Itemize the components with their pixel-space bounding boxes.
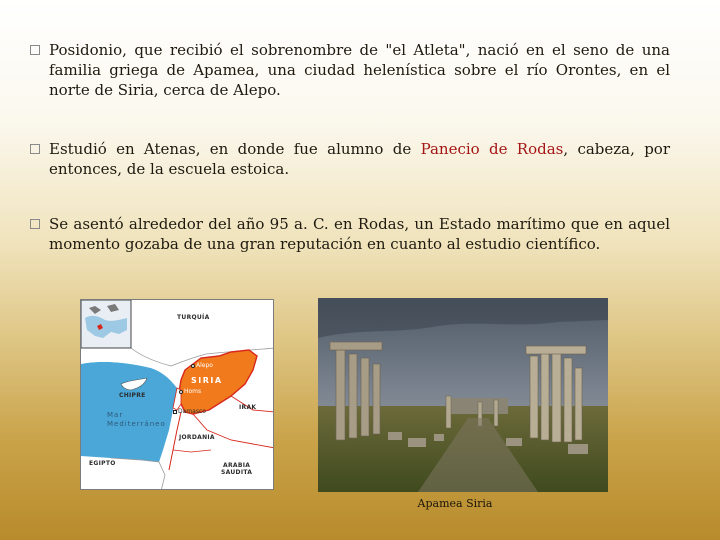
sea-label-line1: Mar: [107, 411, 124, 419]
map-city-alepo: [191, 362, 213, 369]
bullet-square-icon: [30, 144, 40, 154]
sea-label-line2: Mediterráneo: [107, 420, 166, 428]
city-label: Homs: [184, 388, 202, 395]
map-label-chipre: CHIPRE: [119, 392, 146, 399]
bullet-text-post: , cabeza, por entonces, de la escuela estoica.: [49, 140, 671, 178]
bullet-square-icon: [30, 45, 40, 55]
arabia-line2: SAUDITA: [221, 469, 253, 476]
map-label-mar: [107, 411, 166, 429]
capital-square-icon: [173, 410, 177, 414]
apamea-photo: [318, 298, 608, 492]
bullet-text: Posidonio, que recibió el sobrenombre de "el Atleta", nació en el seno de una familia griega de Apamea, una ciudad helenística sobre el río Orontes, en el norte de Siria, cerca de Alepo.: [49, 41, 670, 99]
city-dot-icon: [179, 390, 183, 394]
map-label-irak: IRAK: [239, 404, 257, 411]
photo-caption: Apamea Siria: [417, 497, 493, 510]
bullet-square-icon: [30, 219, 40, 229]
arabia-line1: ARABIA: [223, 462, 251, 469]
map-label-egipto: EGIPTO: [89, 460, 116, 467]
city-label: Damasco: [178, 408, 206, 415]
bullet-item: [30, 214, 670, 254]
panecio-link[interactable]: Panecio de Rodas: [420, 140, 564, 158]
syria-map: [80, 299, 274, 490]
map-label-siria: SIRIA: [191, 376, 223, 385]
map-city-homs: [179, 388, 201, 395]
city-label: Alepo: [196, 362, 213, 369]
bullet-text-pre: Estudió en Atenas, en donde fue alumno de: [49, 140, 421, 158]
city-dot-icon: [191, 364, 195, 368]
bullet-text: Se asentó alrededor del año 95 a. C. en Rodas, un Estado marítimo que en aquel momento gozaba de una gran reputación en cuanto al estudio científico.: [49, 215, 670, 253]
ruins-photo-graphic: [318, 298, 608, 492]
bullet-item: [30, 40, 670, 100]
map-label-turquia: TURQUÍA: [177, 314, 210, 321]
bullet-item: [30, 139, 670, 179]
map-city-damasco: [173, 408, 206, 415]
map-label-arabia: [221, 462, 252, 476]
bullet-text: [49, 139, 670, 179]
map-label-jordania: JORDANIA: [179, 434, 215, 441]
